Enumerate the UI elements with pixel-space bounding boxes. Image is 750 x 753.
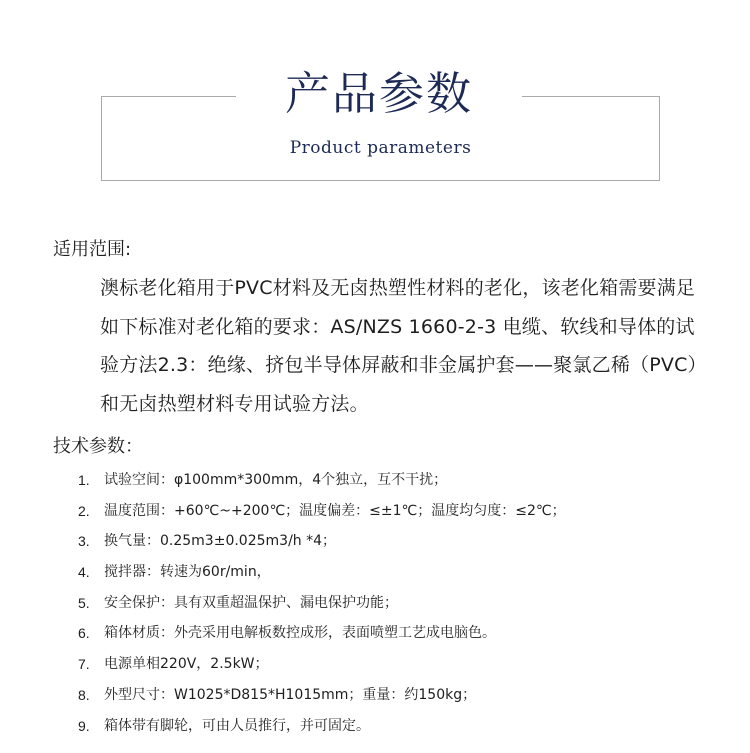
scope-heading: 适用范围:: [53, 239, 132, 260]
param-text: 搅拌器：转速为60r/min，: [104, 564, 271, 581]
param-text: 箱体材质：外壳采用电解板数控成形，表面喷塑工艺成电脑色。: [104, 625, 496, 642]
params-heading: 技术参数：: [53, 436, 143, 457]
param-number: 1.: [78, 472, 90, 488]
param-text: 箱体带有脚轮，可由人员推行，并可固定。: [104, 717, 370, 734]
param-text: 换气量：0.25m3±0.025m3/h *4；: [104, 533, 337, 550]
param-number: 6.: [78, 625, 90, 642]
param-number: 8.: [78, 686, 90, 703]
param-number: 2.: [78, 502, 90, 519]
scope-paragraph: 澳标老化箱用于PVC材料及无卤热塑性材料的老化，该老化箱需要满足如下标准对老化箱的要求：AS/NZS 1660-2-3 电缆、软线和导体的试验方法2.3：绝缘、挤包半导体屏蔽和非金属护套——聚氯乙稀（PVC）和无卤热塑材料专用试验方法。: [100, 277, 698, 415]
page-title: 产品参数: [284, 67, 473, 120]
param-number: 5.: [78, 594, 90, 611]
param-text: 安全保护：具有双重超温保护、漏电保护功能；: [104, 594, 398, 611]
param-number: 9.: [78, 717, 90, 734]
param-text: 试验空间：φ100mm*300mm，4个独立，互不干扰；: [104, 472, 448, 488]
param-text: 温度范围：+60℃~+200℃；温度偏差：≤±1℃；温度均匀度：≤2℃；: [104, 502, 566, 519]
param-number: 7.: [78, 656, 90, 673]
param-text: 外型尺寸：W1025*D815*H1015mm；重量：约150kg；: [104, 686, 477, 703]
page-subtitle: Product parameters: [289, 138, 472, 158]
frame-top-line-left: [101, 96, 236, 97]
param-number: 4.: [78, 564, 90, 581]
param-text: 电源单相220V，2.5kW；: [104, 656, 269, 673]
param-number: 3.: [78, 533, 90, 550]
frame-top-line-right: [522, 96, 660, 97]
